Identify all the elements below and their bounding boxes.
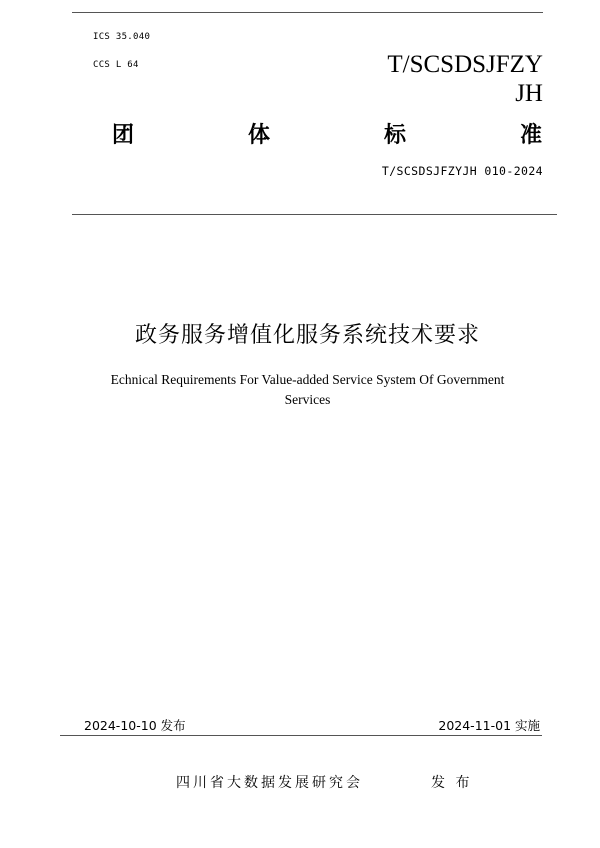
ccs-code: CCS L 64 <box>93 60 139 70</box>
issued-label: 发 布 <box>431 775 473 791</box>
header-rule <box>72 214 557 215</box>
standard-type-char-1: 团 <box>112 123 135 148</box>
standard-type-char-4: 准 <box>520 123 543 148</box>
title-chinese: 政务服务增值化服务系统技术要求 <box>135 323 481 348</box>
top-rule <box>72 12 543 13</box>
publish-date: 2024-10-10 发布 <box>84 718 186 733</box>
standard-type-char-3: 标 <box>384 123 407 148</box>
title-english-line1: Echnical Requirements For Value-added Service System Of Government <box>110 372 505 387</box>
org-code-line1: T/SCSDSJFZY <box>387 51 543 78</box>
standard-type-char-2: 体 <box>248 123 271 148</box>
org-code <box>243 50 543 108</box>
issuer-name: 四川省大数据发展研究会 <box>176 775 363 791</box>
standard-number: T/SCSDSJFZYJH 010-2024 <box>381 164 543 178</box>
ics-code: ICS 35.040 <box>93 32 151 42</box>
dates-rule <box>60 735 542 736</box>
implement-date: 2024-11-01 实施 <box>438 718 540 733</box>
title-english-line2: Services <box>284 392 331 407</box>
title-english <box>110 370 505 410</box>
org-code-line2: JH <box>515 80 543 107</box>
